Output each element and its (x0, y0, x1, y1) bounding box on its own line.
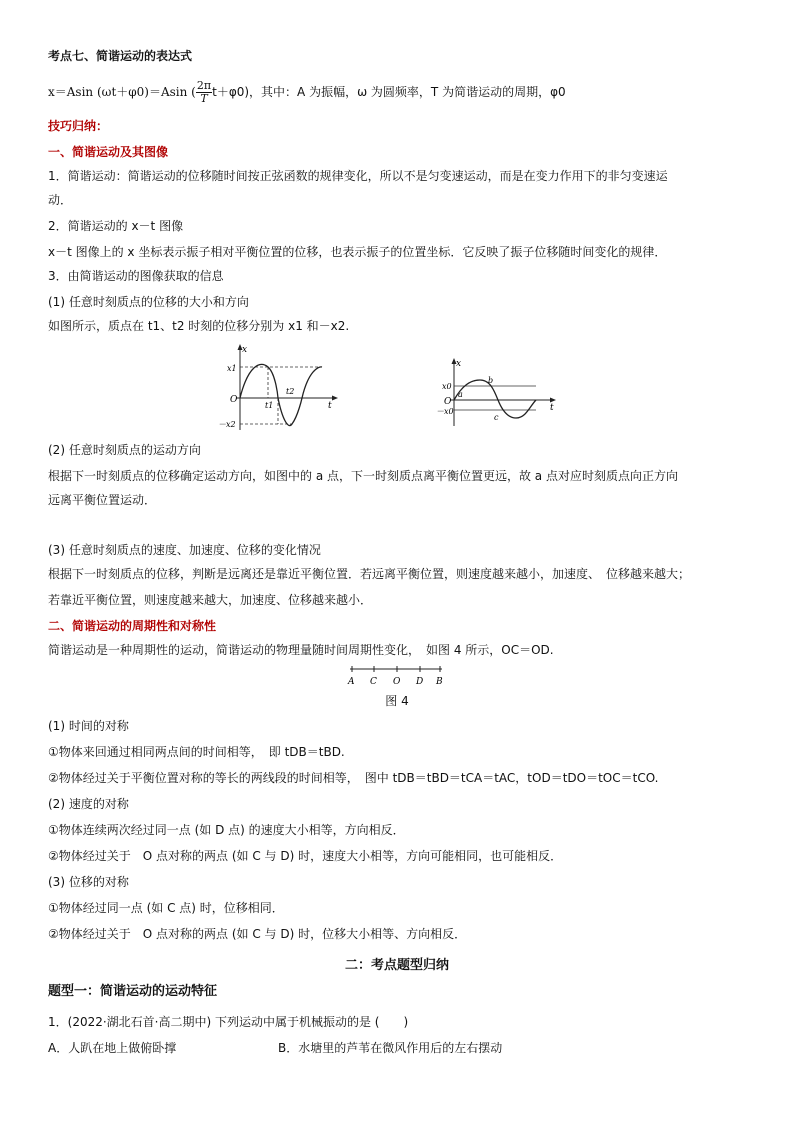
paragraph: 如图所示，质点在 t1、t2 时刻的位移分别为 x1 和－x2. (48, 319, 350, 333)
section-title: 考点七、简谐运动的表达式 (48, 49, 193, 63)
figure-caption: 图 4 (385, 694, 409, 708)
option-b: B．水塘里的芦苇在微风作用后的左右摆动 (278, 1041, 503, 1055)
point-c-label: c (494, 413, 499, 422)
paragraph: (1) 时间的对称 (48, 719, 129, 733)
x0-label: x0 (442, 382, 452, 391)
formula-rhs: t＋φ0)，其中：A 为振幅，ω 为圆频率，T 为简谐运动的周期，φ0 (212, 85, 566, 99)
paragraph: (1) 任意时刻质点的位移的大小和方向 (48, 295, 249, 309)
paragraph: (2) 任意时刻质点的运动方向 (48, 443, 201, 457)
paragraph: ②物体经过关于 O 点对称的两点 (如 C 与 D) 时，位移大小相等、方向相反． (48, 927, 467, 941)
paragraph: 简谐运动是一种周期性的运动，简谐运动的物理量随时间周期性变化， 如图 4 所示，OC＝OD. (48, 643, 554, 657)
question-1: 1．(2022·湖北石首·高二期中) 下列运动中属于机械振动的是 ( ) (48, 1015, 409, 1029)
sine-graph-right (436, 356, 560, 430)
formula-fraction: $\frac{2\pi}{T}$ (196, 79, 212, 105)
paragraph: ②物体经过关于平衡位置对称的等长的两线段的时间相等， 图中 tDB＝tBD＝tCA＝tAC，tOD＝tDO＝tOC＝tCO. (48, 771, 659, 785)
paragraph: (3) 任意时刻质点的速度、加速度、位移的变化情况 (48, 543, 321, 557)
part2-title: 二：考点题型归纳 (344, 958, 449, 973)
neg-x0-label: －x0 (436, 407, 454, 416)
paragraph: 根据下一时刻质点的位移确定运动方向，如图中的 a 点，下一时刻质点离平衡位置更远，故 a 点对应时刻质点向正方向 (48, 469, 678, 483)
paragraph: 1．简谐运动：简谐运动的位移随时间按正弦函数的规律变化，所以不是匀变速运动，而是在变力作用下的非匀变速运 (48, 169, 668, 183)
paragraph: (2) 速度的对称 (48, 797, 129, 811)
point-b-label: b (488, 376, 494, 385)
figure-4-line (342, 664, 452, 688)
question-type-heading: 题型一：简谐运动的运动特征 (48, 984, 218, 999)
formula-line (48, 80, 750, 105)
t-axis-label: t (550, 403, 554, 413)
paragraph: 3．由简谐运动的图像获取的信息 (48, 269, 224, 283)
origin-label: O (444, 397, 452, 407)
heading-1: 一、简谐运动及其图像 (48, 145, 169, 159)
origin-label: O (230, 395, 238, 405)
heading-2: 二、简谐运动的周期性和对称性 (48, 619, 217, 633)
paragraph: ①物体经过同一点 (如 C 点) 时，位移相同． (48, 901, 284, 915)
t-axis-label: t (328, 401, 332, 411)
paragraph: 远离平衡位置运动． (48, 493, 157, 507)
x-axis-label: x (456, 359, 462, 369)
option-a: A．人趴在地上做俯卧撑 (48, 1041, 177, 1055)
tips-heading: 技巧归纳： (48, 119, 109, 133)
point-label: O (393, 677, 401, 687)
point-label: C (370, 677, 377, 687)
x1-label: x1 (227, 364, 237, 373)
paragraph: ①物体连续两次经过同一点 (如 D 点) 的速度大小相等，方向相反． (48, 823, 405, 837)
point-label: D (416, 677, 424, 687)
paragraph: 2．简谐运动的 x－t 图像 (48, 219, 184, 233)
point-label: A (348, 677, 355, 687)
x-axis-label: x (242, 345, 248, 355)
formula-lhs: x＝Asin (ωt＋φ0)＝Asin ( (48, 85, 196, 99)
paragraph: x－t 图像上的 x 坐标表示振子相对平衡位置的位移，也表示振子的位置坐标．它反映了振子位移随时间变化的规律． (48, 245, 667, 259)
paragraph: 若靠近平衡位置，则速度越来越大，加速度、位移越来越小． (48, 593, 373, 607)
paragraph: ②物体经过关于 O 点对称的两点 (如 C 与 D) 时，速度大小相等，方向可能相同，也可能相反． (48, 849, 563, 863)
paragraph: (3) 位移的对称 (48, 875, 129, 889)
t1-label: t1 (265, 401, 274, 410)
paragraph: ①物体来回通过相同两点间的时间相等， 即 tDB＝tBD. (48, 745, 345, 759)
point-label: B (436, 677, 443, 687)
neg-x2-label: －x2 (218, 420, 236, 429)
sine-graph-left (218, 342, 340, 434)
paragraph: 动． (48, 193, 73, 207)
paragraph: 根据下一时刻质点的位移，判断是远离还是靠近平衡位置．若远离平衡位置，则速度越来越小，加速度、 位移越来越大； (48, 567, 691, 581)
point-a-label: a (458, 390, 463, 399)
t2-label: t2 (286, 387, 295, 396)
